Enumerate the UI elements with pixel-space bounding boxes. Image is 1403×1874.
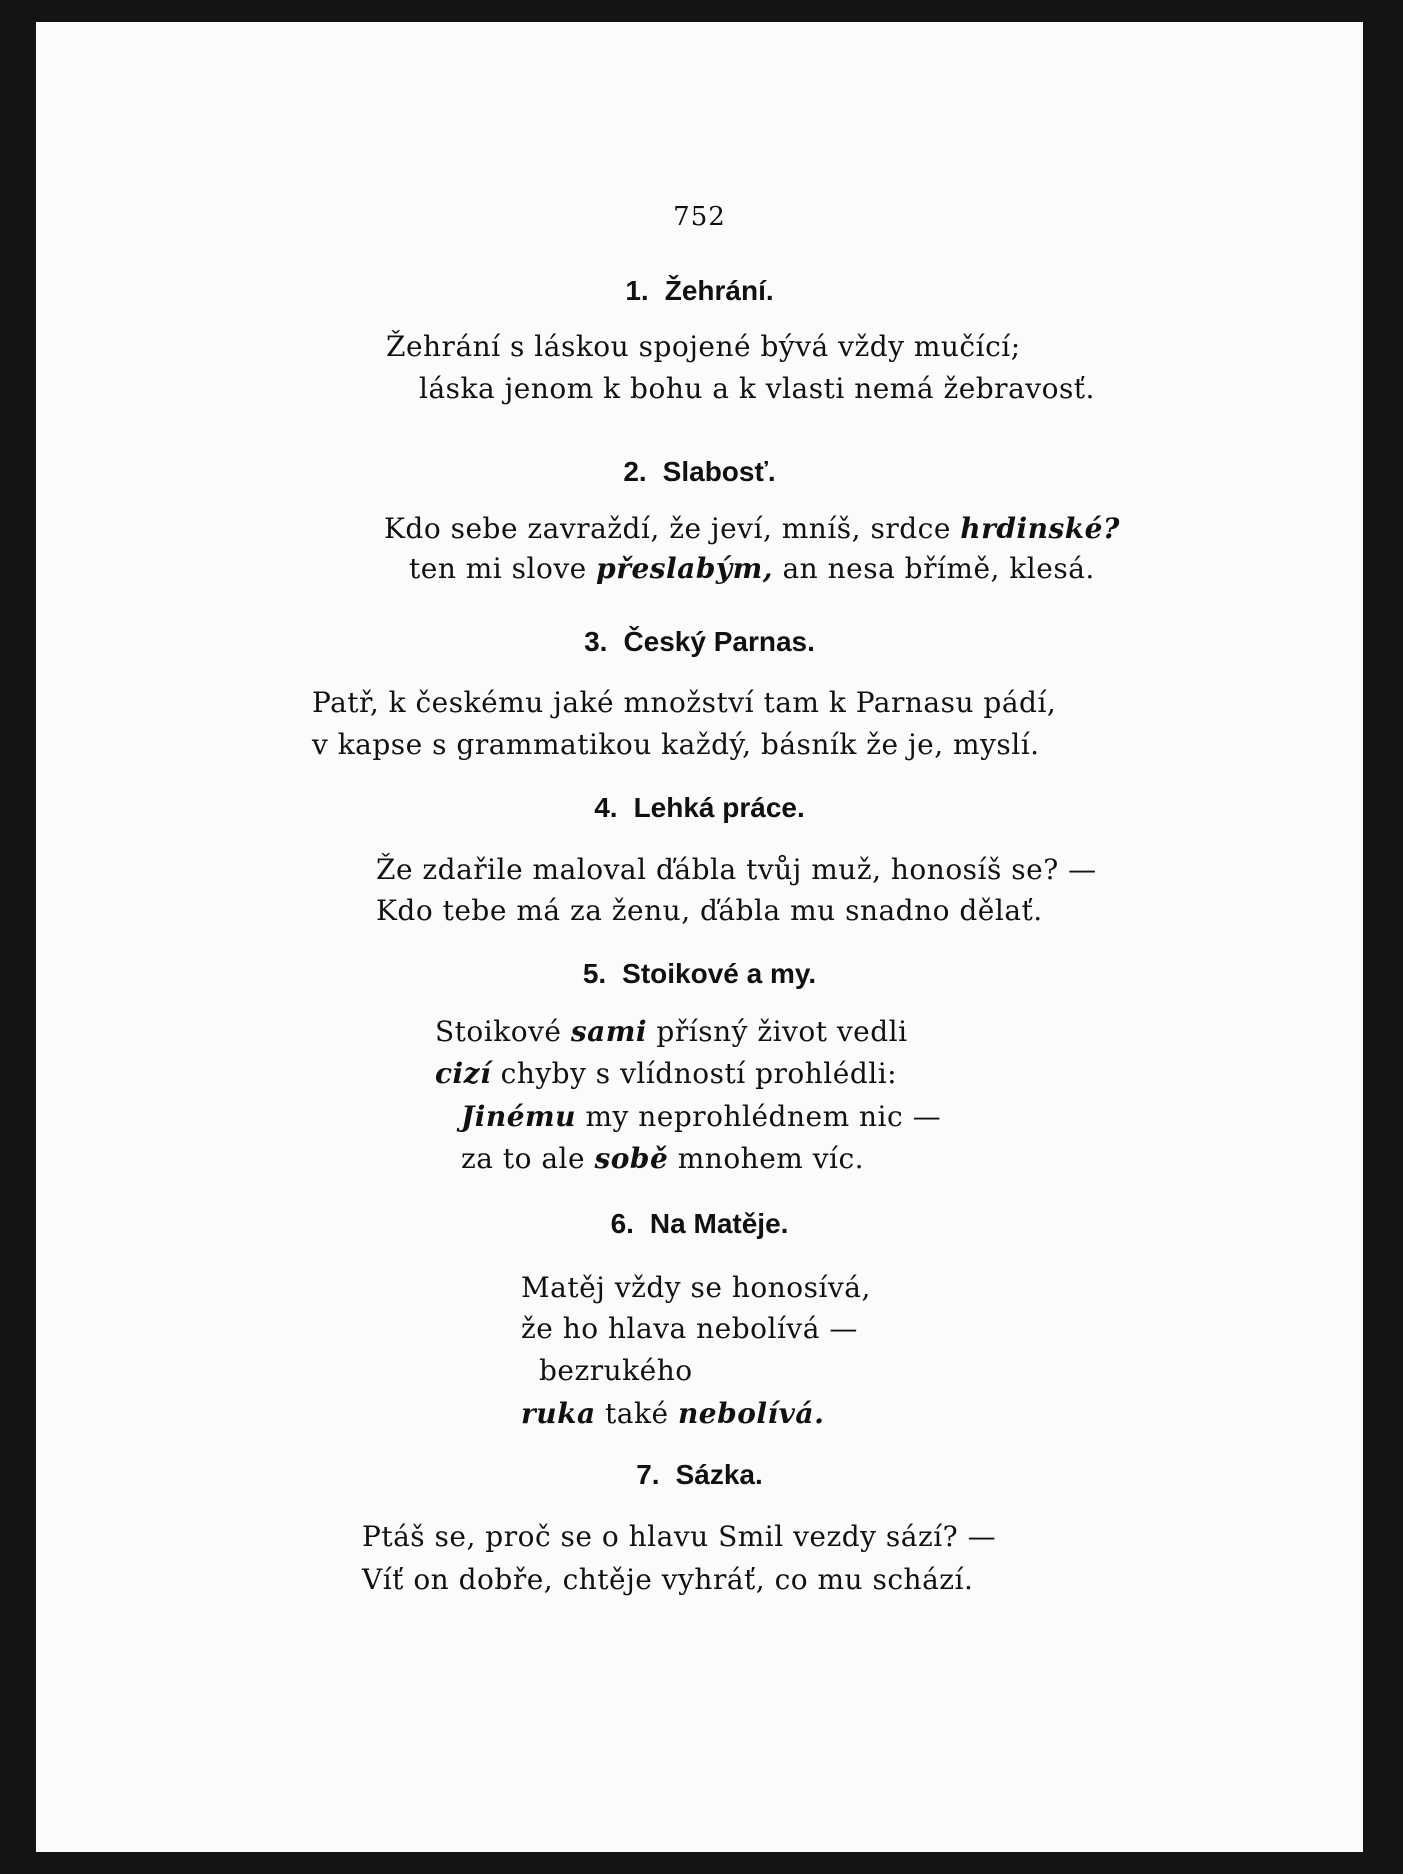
verse-text: Kdo sebe zavraždí, že jeví, mníš, srdce (384, 512, 961, 545)
verse-text: za to ale (461, 1142, 595, 1175)
verse-text: my neprohlédnem nic — (576, 1100, 942, 1133)
poem-number: 5. (582, 958, 607, 989)
poem-title: Žehrání. (664, 275, 774, 306)
italic-word: sami (570, 1015, 648, 1048)
poem-title: Sázka. (675, 1459, 763, 1490)
poem-heading (36, 275, 1363, 307)
poem-number: 3. (584, 626, 608, 657)
poem-number: 1. (625, 275, 649, 306)
poem-heading (36, 958, 1363, 990)
poem-heading (36, 626, 1363, 658)
verse-text: také (595, 1397, 678, 1430)
verse-line (539, 1354, 693, 1387)
italic-word: nebolívá. (677, 1397, 825, 1430)
book-page (36, 22, 1363, 1852)
verse-text: bezrukého (539, 1354, 693, 1387)
verse-line (461, 1142, 864, 1175)
poem-number: 4. (594, 792, 618, 823)
poem-heading (36, 1459, 1363, 1491)
page-number: 752 (673, 202, 726, 232)
verse-text: Že zdařile maloval ďábla tvůj muž, honosíš se? — (376, 853, 1097, 886)
verse-line (362, 1563, 973, 1596)
italic-word: hrdinské? (960, 512, 1120, 545)
italic-word: cizí (435, 1057, 492, 1090)
verse-text: že ho hlava nebolívá — (521, 1312, 858, 1345)
poem-heading (36, 1208, 1363, 1240)
verse-text: Stoikové (435, 1015, 571, 1048)
verse-line (312, 728, 1040, 761)
poem-title: Na Matěje. (649, 1208, 789, 1239)
verse-text: přísný život vedli (647, 1015, 908, 1048)
verse-text: v kapse s grammatikou každý, básník že je, myslí. (312, 728, 1040, 761)
verse-line (419, 372, 1095, 405)
verse-text: Patř, k českému jaké množství tam k Parnasu pádí, (312, 686, 1057, 719)
italic-word: Jinému (461, 1100, 577, 1133)
verse-line (312, 686, 1056, 719)
poem-title: Slabosť. (662, 456, 776, 487)
poem-number: 6. (610, 1208, 634, 1239)
verse-text: láska jenom k bohu a k vlasti nemá žebravosť. (419, 372, 1095, 405)
poem-title: Stoikové a my. (622, 958, 817, 989)
verse-line (362, 1520, 996, 1553)
verse-text: mnohem víc. (668, 1142, 865, 1175)
poem-number: 2. (623, 456, 647, 487)
verse-text: Kdo tebe má za ženu, ďábla mu snadno dělať. (376, 894, 1043, 927)
italic-word: přeslabým, (596, 552, 774, 585)
verse-text: chyby s vlídností prohlédli: (491, 1057, 898, 1090)
verse-text: Víť on dobře, chtěje vyhráť, co mu schází. (362, 1563, 974, 1596)
verse-text: ten mi slove (409, 552, 597, 585)
poem-title: Lehká práce. (633, 792, 805, 823)
verse-line (386, 330, 1021, 363)
poem-number: 7. (636, 1459, 660, 1490)
poem-heading (36, 792, 1363, 824)
verse-line (435, 1057, 897, 1090)
verse-text: Matěj vždy se honosívá, (521, 1271, 871, 1304)
verse-text: Ptáš se, proč se o hlavu Smil vezdy sází? — (362, 1520, 997, 1553)
verse-line (461, 1100, 941, 1133)
poem-title: Český Parnas. (623, 626, 815, 657)
italic-word: ruka (521, 1397, 596, 1430)
verse-line (409, 552, 1095, 585)
poem-heading (36, 456, 1363, 488)
verse-text: Žehrání s láskou spojené bývá vždy mučící; (386, 330, 1021, 363)
verse-line (376, 894, 1043, 927)
verse-line (521, 1271, 871, 1304)
verse-text: an nesa břímě, klesá. (773, 552, 1095, 585)
italic-word: sobě (594, 1142, 669, 1175)
verse-line (435, 1015, 908, 1048)
verse-line (384, 512, 1120, 545)
verse-line (521, 1397, 824, 1430)
verse-line (521, 1312, 858, 1345)
verse-line (376, 853, 1097, 886)
